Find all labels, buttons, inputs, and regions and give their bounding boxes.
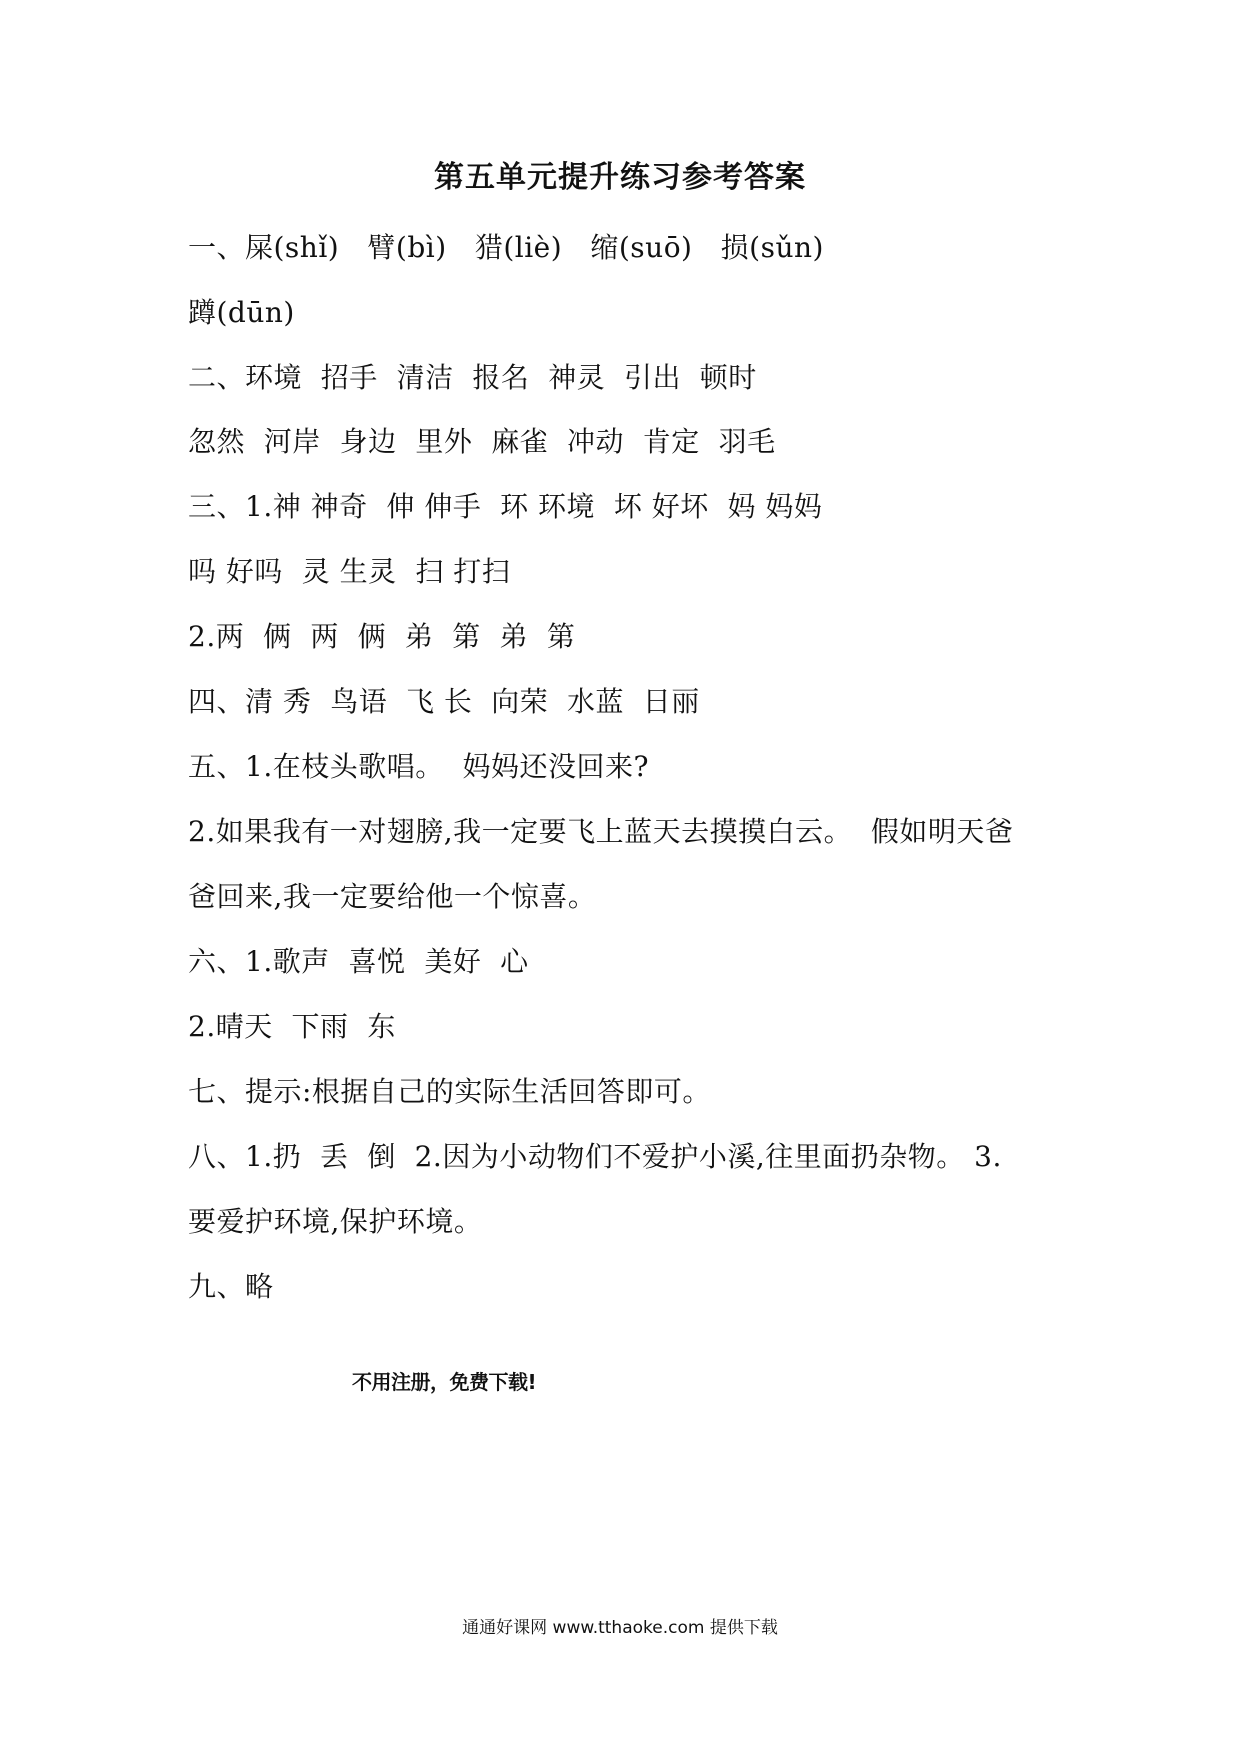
answer-line-16: 要爱护环境,保护环境。 (188, 1205, 483, 1238)
answer-line-13: 2.晴天 下雨 东 (188, 1010, 396, 1043)
answer-line-11: 爸回来,我一定要给他一个惊喜。 (188, 880, 597, 913)
answer-line-17: 九、略 (188, 1270, 274, 1303)
answer-line-14: 七、提示:根据自己的实际生活回答即可。 (188, 1075, 711, 1108)
download-note: 不用注册，免费下载! (352, 1370, 537, 1394)
answer-line-4: 忽然 河岸 身边 里外 麻雀 冲动 肯定 羽毛 (188, 425, 776, 458)
answer-line-3: 二、环境 招手 清洁 报名 神灵 引出 顿时 (188, 361, 757, 394)
answer-line-7: 2.两 俩 两 俩 弟 第 弟 第 (188, 620, 576, 653)
answer-line-6: 吗 好吗 灵 生灵 扫 打扫 (188, 555, 511, 588)
page-title: 第五单元提升练习参考答案 (434, 160, 806, 195)
answer-line-2: 蹲(dūn) (188, 296, 295, 329)
answer-line-9: 五、1.在枝头歌唱。 妈妈还没回来? (188, 750, 650, 783)
answer-line-1: 一、屎(shǐ) 臂(bì) 猎(liè) 缩(suō) 损(sǔn) (188, 231, 824, 264)
answer-line-15: 八、1.扔 丢 倒 2.因为小动物们不爱护小溪,往里面扔杂物。 3. (188, 1140, 1002, 1173)
answer-line-8: 四、清 秀 鸟语 飞 长 向荣 水蓝 日丽 (188, 685, 700, 718)
answer-line-10: 2.如果我有一对翅膀,我一定要飞上蓝天去摸摸白云。 假如明天爸 (188, 815, 1014, 848)
answer-line-12: 六、1.歌声 喜悦 美好 心 (188, 945, 529, 978)
answer-line-5: 三、1.神 神奇 伸 伸手 环 环境 坏 好坏 妈 妈妈 (188, 490, 823, 523)
footer-source: 通通好课网 www.tthaoke.com 提供下载 (462, 1618, 778, 1638)
